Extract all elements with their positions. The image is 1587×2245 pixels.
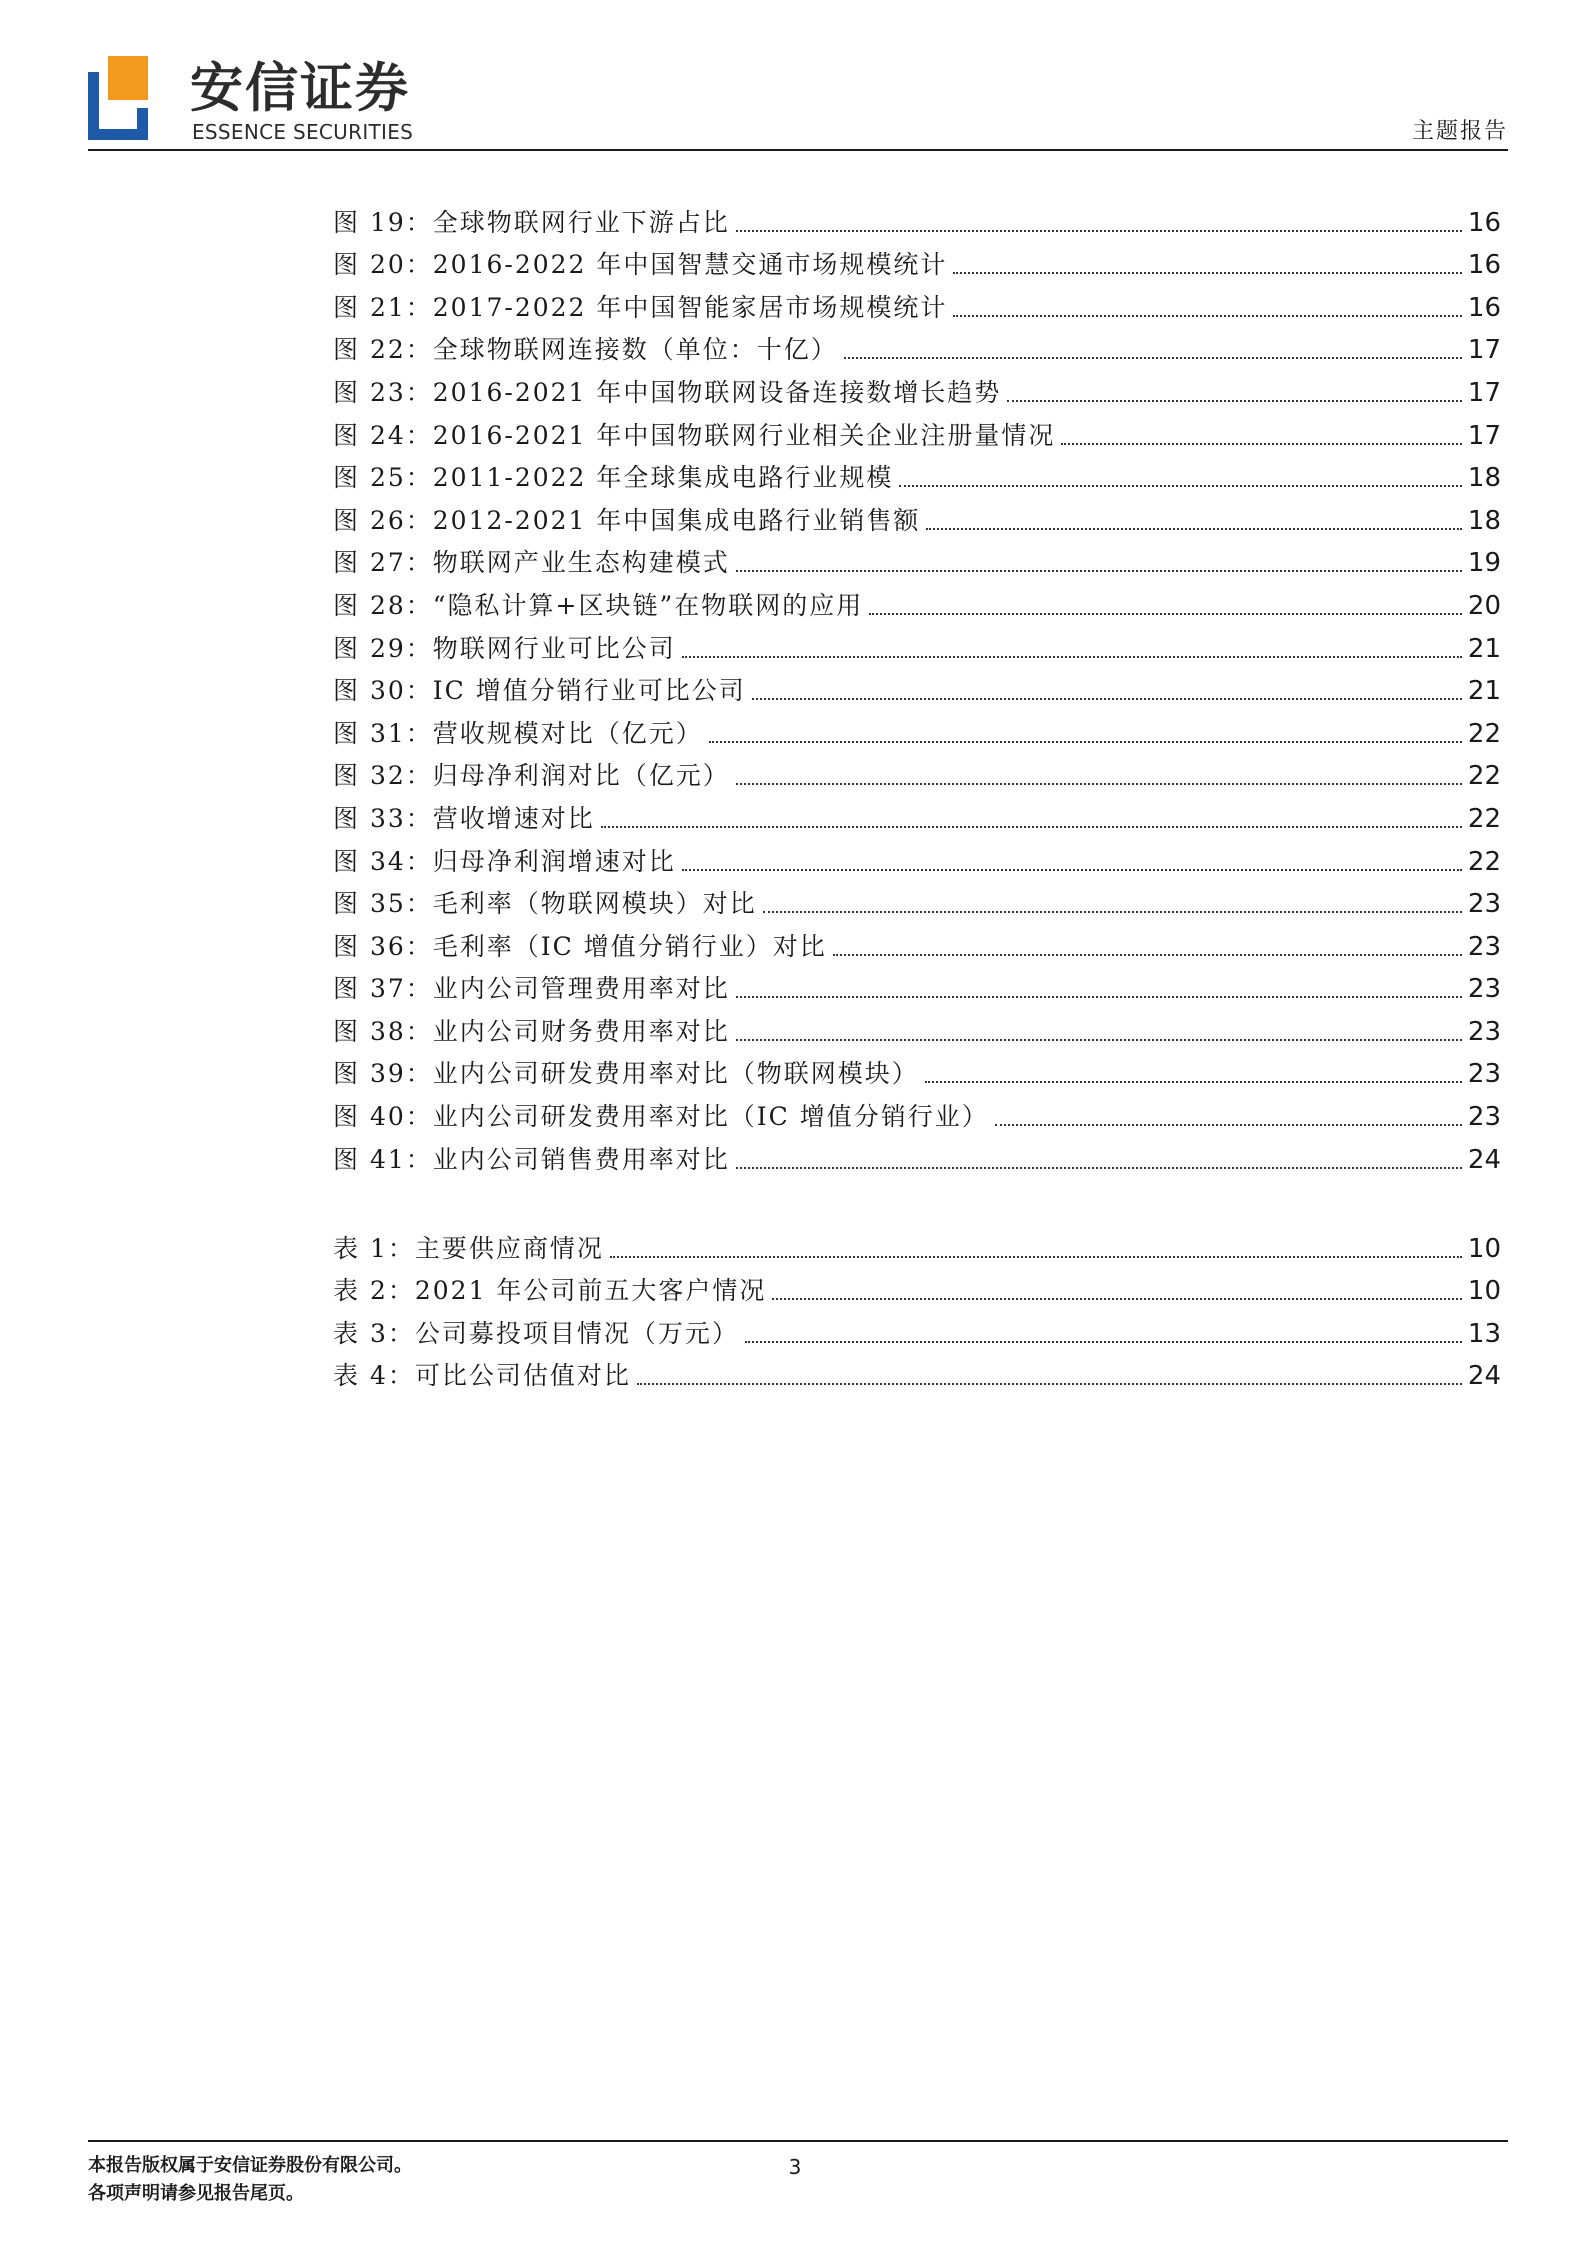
table-index-list [333, 1222, 1501, 1392]
page-number: 3 [788, 2155, 802, 2179]
table-entry-label: 表 4：可比公司估值对比 [333, 1361, 631, 1391]
figure-entry[interactable] [333, 665, 1501, 708]
dot-leader [833, 954, 1462, 956]
figure-entry-label: 图 29：物联网行业可比公司 [333, 633, 676, 663]
dot-leader [926, 528, 1462, 530]
figure-entry-page: 17 [1467, 335, 1501, 366]
table-entry-page: 10 [1467, 1276, 1501, 1307]
figure-entry[interactable] [333, 1005, 1501, 1048]
table-entry[interactable] [333, 1350, 1501, 1393]
dot-leader [995, 1124, 1462, 1126]
figure-entry-page: 21 [1467, 676, 1501, 707]
figure-entry[interactable] [333, 878, 1501, 921]
figure-entry-page: 22 [1467, 718, 1501, 749]
figure-entry[interactable] [333, 622, 1501, 665]
figure-entry-page: 23 [1467, 1102, 1501, 1133]
essence-logo-icon [88, 56, 148, 140]
table-entry-label: 表 1：主要供应商情况 [333, 1233, 604, 1263]
figure-entry-label: 图 21：2017-2022 年中国智能家居市场规模统计 [333, 292, 948, 322]
table-entry-label: 表 2：2021 年公司前五大客户情况 [333, 1276, 767, 1306]
figure-entry-page: 22 [1467, 803, 1501, 834]
figure-entry-label: 图 24：2016-2021 年中国物联网行业相关企业注册量情况 [333, 420, 1056, 450]
table-entry-page: 24 [1467, 1361, 1501, 1392]
figure-entry-label: 图 38：业内公司财务费用率对比 [333, 1016, 730, 1046]
figure-entry[interactable] [333, 792, 1501, 835]
dot-leader [953, 315, 1462, 317]
figure-entry-label: 图 32：归母净利润对比（亿元） [333, 761, 730, 791]
figure-entry-label: 图 27：物联网产业生态构建模式 [333, 548, 730, 578]
figure-entry[interactable] [333, 196, 1501, 239]
figure-entry[interactable] [333, 1048, 1501, 1091]
dot-leader [736, 996, 1462, 998]
table-entry[interactable] [333, 1222, 1501, 1265]
figure-entry-page: 23 [1467, 1016, 1501, 1047]
dot-leader [899, 485, 1462, 487]
table-entry[interactable] [333, 1307, 1501, 1350]
figure-entry[interactable] [333, 537, 1501, 580]
figure-entry-page: 18 [1467, 463, 1501, 494]
figure-entry-page: 23 [1467, 931, 1501, 962]
table-entry[interactable] [333, 1265, 1501, 1308]
dot-leader [745, 1341, 1462, 1343]
figure-entry-label: 图 30：IC 增值分销行业可比公司 [333, 676, 746, 706]
figure-entry-label: 图 23：2016-2021 年中国物联网设备连接数增长趋势 [333, 377, 1002, 407]
dot-leader [953, 272, 1462, 274]
figure-entry[interactable] [333, 409, 1501, 452]
figure-index-list [333, 196, 1501, 1176]
figure-entry-label: 图 20：2016-2022 年中国智慧交通市场规模统计 [333, 250, 948, 280]
figure-entry[interactable] [333, 835, 1501, 878]
figure-entry-page: 23 [1467, 1059, 1501, 1090]
figure-entry[interactable] [333, 750, 1501, 793]
figure-entry-page: 19 [1467, 548, 1501, 579]
dot-leader [1007, 400, 1462, 402]
logo-chinese-name: 安信证券 [190, 58, 410, 119]
figure-entry[interactable] [333, 452, 1501, 495]
figure-entry-label: 图 26：2012-2021 年中国集成电路行业销售额 [333, 505, 921, 535]
figure-entry[interactable] [333, 920, 1501, 963]
dot-leader [736, 1039, 1462, 1041]
figure-entry[interactable] [333, 707, 1501, 750]
figure-entry[interactable] [333, 579, 1501, 622]
dot-leader [601, 826, 1462, 828]
table-entry-page: 10 [1467, 1233, 1501, 1264]
figure-entry-label: 图 34：归母净利润增速对比 [333, 846, 676, 876]
dot-leader [709, 741, 1462, 743]
table-entry-page: 13 [1467, 1318, 1501, 1349]
page-header [88, 56, 1508, 148]
figure-entry-page: 16 [1467, 292, 1501, 323]
dot-leader [736, 570, 1462, 572]
header-divider [88, 149, 1508, 151]
figure-entry[interactable] [333, 1090, 1501, 1133]
copyright-notice: 本报告版权属于安信证券股份有限公司。 [88, 2155, 412, 2176]
figure-entry-label: 图 39：业内公司研发费用率对比（物联网模块） [333, 1059, 919, 1089]
figure-entry-page: 24 [1467, 1144, 1501, 1175]
figure-entry-label: 图 33：营收增速对比 [333, 803, 595, 833]
dot-leader [610, 1256, 1462, 1258]
figure-entry-page: 17 [1467, 420, 1501, 451]
dot-leader [763, 911, 1462, 913]
figure-entry-page: 23 [1467, 889, 1501, 920]
dot-leader [1061, 443, 1462, 445]
dot-leader [682, 869, 1462, 871]
figure-entry-page: 21 [1467, 633, 1501, 664]
figure-entry[interactable] [333, 281, 1501, 324]
figure-entry-page: 22 [1467, 761, 1501, 792]
figure-entry-page: 16 [1467, 207, 1501, 238]
figure-entry-label: 图 36：毛利率（IC 增值分销行业）对比 [333, 931, 827, 961]
figure-entry[interactable] [333, 239, 1501, 282]
disclaimer-notice: 各项声明请参见报告尾页。 [88, 2183, 304, 2204]
table-entry-label: 表 3：公司募投项目情况（万元） [333, 1318, 739, 1348]
figure-entry-label: 图 40：业内公司研发费用率对比（IC 增值分销行业） [333, 1102, 989, 1132]
figure-entry[interactable] [333, 963, 1501, 1006]
dot-leader [869, 613, 1462, 615]
report-type-label: 主题报告 [1411, 119, 1508, 144]
figure-entry[interactable] [333, 1133, 1501, 1176]
logo-english-name: ESSENCE SECURITIES [192, 120, 414, 144]
figure-entry-page: 17 [1467, 377, 1501, 408]
dot-leader [772, 1298, 1461, 1300]
figure-entry-label: 图 41：业内公司销售费用率对比 [333, 1144, 730, 1174]
dot-leader [752, 698, 1462, 700]
footer-notes [88, 2152, 412, 2208]
figure-entry-label: 图 25：2011-2022 年全球集成电路行业规模 [333, 463, 894, 493]
figure-entry-label: 图 31：营收规模对比（亿元） [333, 718, 703, 748]
figure-entry-label: 图 37：业内公司管理费用率对比 [333, 974, 730, 1004]
figure-entry-page: 20 [1467, 590, 1501, 621]
figure-entry[interactable] [333, 366, 1501, 409]
figure-entry-label: 图 35：毛利率（物联网模块）对比 [333, 889, 757, 919]
dot-leader [736, 230, 1462, 232]
figure-entry-label: 图 22：全球物联网连接数（单位：十亿） [333, 335, 838, 365]
figure-entry-label: 图 28：“隐私计算+区块链”在物联网的应用 [333, 590, 864, 620]
figure-entry-page: 16 [1467, 250, 1501, 281]
dot-leader [736, 1167, 1462, 1169]
figure-entry-page: 23 [1467, 974, 1501, 1005]
figure-entry[interactable] [333, 494, 1501, 537]
figure-entry-page: 22 [1467, 846, 1501, 877]
figure-entry[interactable] [333, 324, 1501, 367]
figure-entry-page: 18 [1467, 505, 1501, 536]
dot-leader [736, 783, 1462, 785]
dot-leader [844, 357, 1462, 359]
footer-divider [88, 2140, 1508, 2142]
dot-leader [925, 1081, 1462, 1083]
figure-entry-label: 图 19：全球物联网行业下游占比 [333, 207, 730, 237]
dot-leader [682, 656, 1462, 658]
dot-leader [637, 1383, 1462, 1385]
